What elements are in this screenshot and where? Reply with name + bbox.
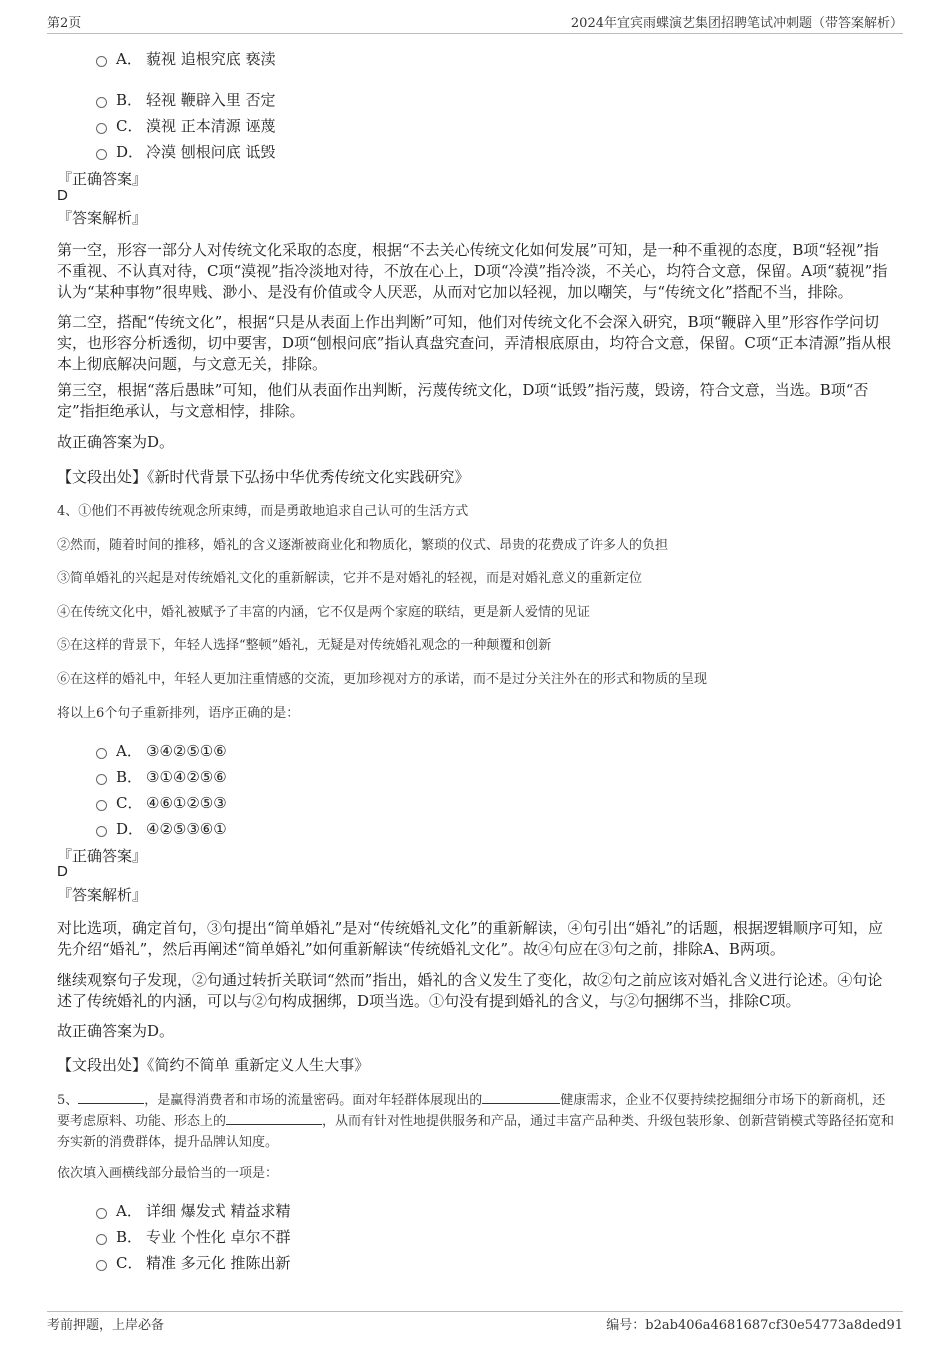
- q3-source: 【文段出处】《新时代背景下弘扬中华优秀传统文化实践研究》: [57, 468, 470, 486]
- radio-icon[interactable]: [96, 123, 107, 134]
- q5-option-b[interactable]: B． 专业 个性化 卓尔不群: [96, 1226, 291, 1246]
- q3-option-d[interactable]: D． 冷漠 刨根问底 诋毁: [96, 141, 276, 161]
- document-title: 2024年宜宾雨蝶演艺集团招聘笔试冲刺题（带答案解析）: [570, 16, 903, 31]
- radio-icon[interactable]: [96, 748, 107, 759]
- blank-2: [482, 1090, 560, 1104]
- footer-slogan: 考前押题，上岸必备: [47, 1318, 165, 1333]
- q3-analysis-1: 第一空，形容一部分人对传统文化采取的态度，根据“不去关心传统文化如何发展”可知，是一种不重视的态度，B项“轻视”指不重视、不认真对待，C项“漠视”指冷淡地对待，不放在心上，D项“冷漠”指冷淡，不关心，均符合文意，保留。A项“藐视”指认为“某种事物”很卑贱、渺小、是没有价值或令人厌恶，从而对它加以轻视，加以嘲笑，与“传统文化”搭配不当，排除。: [57, 241, 888, 301]
- q3-option-c[interactable]: C． 漠视 正本清源 诬蔑: [96, 115, 276, 135]
- q3-option-a[interactable]: A． 藐视 追根究底 亵渎: [96, 48, 276, 68]
- radio-icon[interactable]: [96, 149, 107, 160]
- radio-icon[interactable]: [96, 774, 107, 785]
- q5-option-a[interactable]: A． 详细 爆发式 精益求精: [96, 1200, 291, 1220]
- radio-icon[interactable]: [96, 826, 107, 837]
- blank-1: [78, 1090, 144, 1104]
- radio-icon[interactable]: [96, 1260, 107, 1271]
- q4-source: 【文段出处】《简约不简单 重新定义人生大事》: [57, 1056, 370, 1074]
- q3-option-b[interactable]: B． 轻视 鞭辟入里 否定: [96, 89, 276, 109]
- q5-option-c[interactable]: C． 精准 多元化 推陈出新: [96, 1252, 291, 1272]
- q4-analysis-1: 对比选项，确定首句，③句提出“简单婚礼”是对“传统婚礼文化”的重新解读，④句引出“婚礼”的话题，根据逻辑顺序可知，应先介绍“婚礼”，然后再阐述“简单婚礼”如何重新解读“传统婚礼文化”。故④句应在③句之前，排除A、B两项。: [57, 919, 884, 958]
- page-header: [47, 12, 903, 32]
- q4-analysis-label: 『答案解析』: [57, 886, 148, 904]
- footer-divider: [47, 1311, 903, 1312]
- q4-answer: D: [57, 863, 68, 880]
- q5-question: 5、 ，是赢得消费者和市场的流量密码。面对年轻群体展现出的 健康需求，企业不仅要持续挖掘细分市场下的新商机，还要考虑原料、功能、形态上的 ，从而有针对性地提供服务和产品，通过丰富产品种类、升级包装形象、创新营销模式等路径拓宽和夯实新的消费群体，提升品牌认知度。: [57, 1090, 897, 1153]
- radio-icon[interactable]: [96, 1234, 107, 1245]
- header-divider: [47, 33, 903, 34]
- radio-icon[interactable]: [96, 97, 107, 108]
- q4-prompt: 将以上6个句子重新排列，语序正确的是：: [57, 706, 300, 721]
- radio-icon[interactable]: [96, 56, 107, 67]
- page-number: 第2页: [47, 16, 82, 31]
- q4-sentence-1: 4、①他们不再被传统观念所束缚，而是勇敢地追求自己认可的生活方式: [57, 504, 469, 519]
- q4-answer-label: 『正确答案』: [57, 847, 148, 865]
- q4-sentence-6: ⑥在这样的婚礼中，年轻人更加注重情感的交流，更加珍视对方的承诺，而不是过分关注外在的形式和物质的呈现: [57, 672, 708, 687]
- q3-analysis-2: 第二空，搭配“传统文化”，根据“只是从表面上作出判断”可知，他们对传统文化不会深入研究，B项“鞭辟入里”形容作学问切实，也形容分析透彻，切中要害，D项“刨根问底”指认真盘究查问，弄清根底原由，均符合文意，保留。C项“正本清源”指从根本上彻底解决问题，与文意无关，排除。: [57, 313, 892, 373]
- radio-icon[interactable]: [96, 800, 107, 811]
- q4-sentence-2: ②然而，随着时间的推移，婚礼的含义逐渐被商业化和物质化，繁琐的仪式、昂贵的花费成了许多人的负担: [57, 538, 669, 553]
- radio-icon[interactable]: [96, 1208, 107, 1219]
- blank-3: [226, 1111, 322, 1125]
- q3-analysis-3: 第三空，根据“落后愚昧”可知，他们从表面作出判断，污蔑传统文化，D项“诋毁”指污蔑，毁谤，符合文意，当选。B项“否定”指拒绝承认，与文意相悖，排除。: [57, 381, 869, 420]
- q4-sentence-4: ④在传统文化中，婚礼被赋予了丰富的内涵，它不仅是两个家庭的联结，更是新人爱情的见证: [57, 605, 591, 620]
- q4-analysis-2: 继续观察句子发现，②句通过转折关联词“然而”指出，婚礼的含义发生了变化，故②句之前应该对婚礼含义进行论述。④句论述了传统婚礼的内涵，可以与②句构成捆绑，D项当选。①句没有提到婚礼的含义，与②句捆绑不当，排除C项。: [57, 971, 883, 1010]
- q4-option-d[interactable]: D． ④②⑤③⑥①: [96, 818, 227, 838]
- q3-answer: D: [57, 187, 68, 204]
- q4-option-a[interactable]: A． ③④②⑤①⑥: [96, 740, 227, 760]
- q3-answer-label: 『正确答案』: [57, 170, 148, 188]
- document-id: 编号：b2ab406a4681687cf30e54773a8ded91: [606, 1318, 903, 1333]
- q4-sentence-3: ③简单婚礼的兴起是对传统婚礼文化的重新解读，它并不是对婚礼的轻视，而是对婚礼意义的重新定位: [57, 571, 643, 586]
- q4-option-b[interactable]: B． ③①④②⑤⑥: [96, 766, 227, 786]
- q3-conclusion: 故正确答案为D。: [57, 433, 175, 451]
- q5-prompt: 依次填入画横线部分最恰当的一项是：: [57, 1166, 279, 1181]
- q4-sentence-5: ⑤在这样的背景下，年轻人选择“整顿”婚礼，无疑是对传统婚礼观念的一种颠覆和创新: [57, 638, 552, 653]
- q4-option-c[interactable]: C． ④⑥①②⑤③: [96, 792, 227, 812]
- q4-conclusion: 故正确答案为D。: [57, 1022, 175, 1040]
- q3-analysis-label: 『答案解析』: [57, 209, 148, 227]
